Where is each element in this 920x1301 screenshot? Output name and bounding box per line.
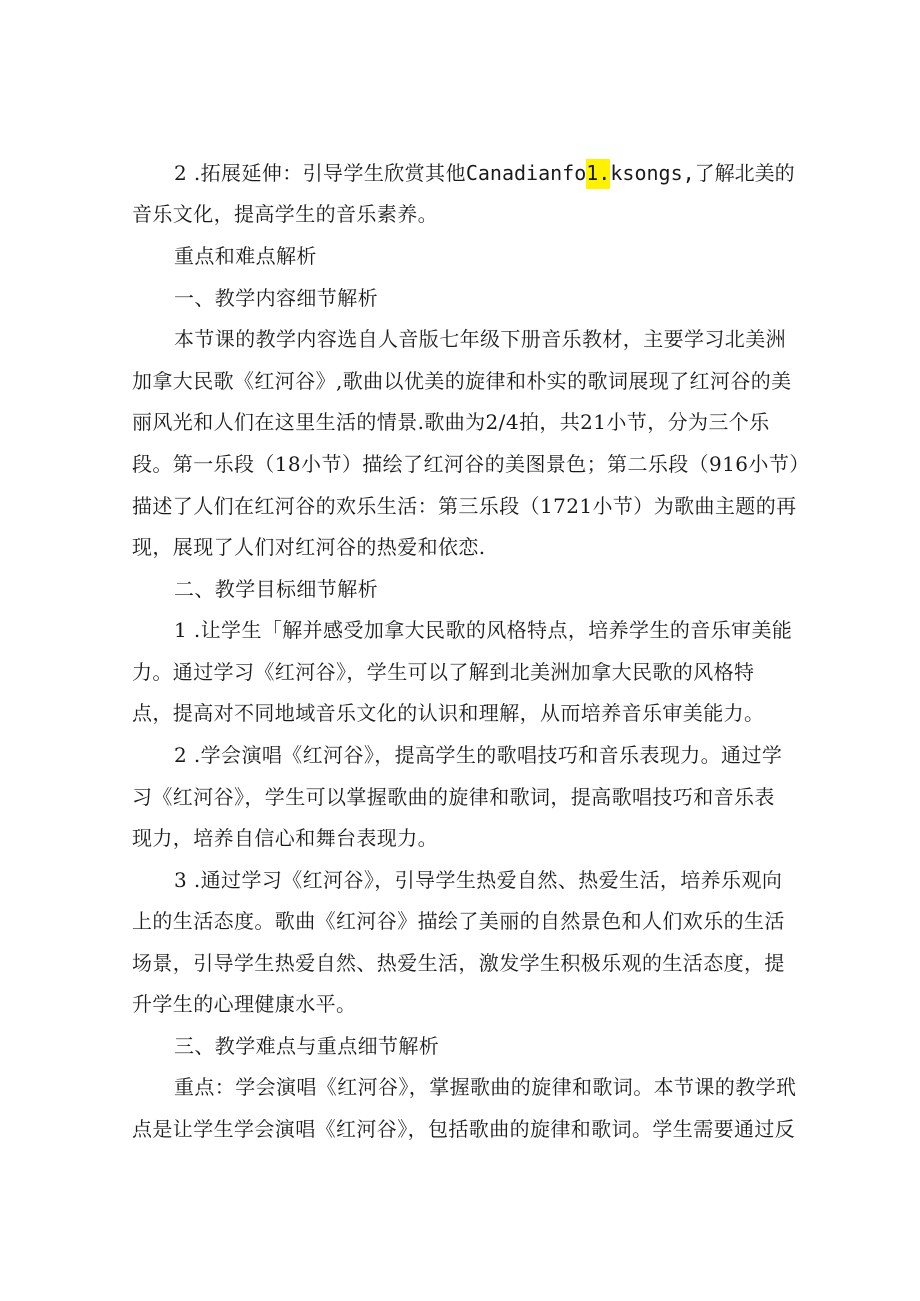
- paragraph-line: 2 .学会演唱《红河谷》，提高学生的歌唱技巧和音乐表现力。通过学: [174, 743, 783, 767]
- paragraph-line: 本节课的教学内容选自人音版七年级下册音乐教材，主要学习北美洲: [174, 327, 786, 351]
- section-heading: 重点和难点解析: [174, 244, 317, 268]
- section-heading: 三、教学难点与重点细节解析: [174, 1034, 440, 1058]
- paragraph-line: 丽风光和人们在这里生活的情景.歌曲为2/4拍，共21小节，分为三个乐: [132, 410, 770, 434]
- paragraph-line: 现力，培养自信心和舞台表现力。: [132, 826, 438, 850]
- section-heading: 二、教学目标细节解析: [174, 577, 378, 601]
- paragraph-line: 习《红河谷》，学生可以掌握歌曲的旋律和歌词，提高歌唱技巧和音乐表: [132, 785, 775, 809]
- line-text: 2 .拓展延伸：引导学生欣赏其他: [174, 161, 466, 185]
- paragraph-line: 点，提高对不同地域音乐文化的认识和理解，从而培养音乐审美能力。: [132, 701, 765, 725]
- paragraph-line: 加拿大民歌《红河谷》,歌曲以优美的旋律和朴实的歌词展现了红河谷的美: [132, 369, 792, 393]
- paragraph-line: 音乐文化，提高学生的音乐素养。: [132, 202, 438, 226]
- paragraph-line: 重点：学会演唱《红河谷》，掌握歌曲的旋律和歌词。本节课的教学玳: [174, 1075, 797, 1099]
- paragraph-line: 段。第一乐段（18小节）描绘了红河谷的美图景色；第二乐段（916小节）: [132, 452, 810, 476]
- paragraph-line: 描述了人们在红河谷的欢乐生活：第三乐段（1721小节）为歌曲主题的再: [132, 494, 797, 518]
- paragraph-line: 现，展现了人们对红河谷的热爱和依恋.: [132, 535, 486, 559]
- paragraph-line: 力。通过学习《红河谷》，学生可以了解到北美洲加拿大民歌的风格特: [132, 660, 755, 684]
- highlighted-text: 1.: [586, 159, 610, 189]
- paragraph-line: 1 .让学生「解并感受加拿大民歌的风格特点，培养学生的音乐审美能: [174, 618, 793, 642]
- paragraph-line: 上的生活态度。歌曲《红河谷》描绘了美丽的自然景色和人们欢乐的生活: [132, 909, 785, 933]
- paragraph-line: 点是让学生学会演唱《红河谷》，包括歌曲的旋律和歌词。学生需要通过反: [132, 1117, 796, 1141]
- paragraph-line: 场景，引导学生热爱自然、热爱生活，激发学生积极乐观的生活态度，提: [132, 951, 785, 975]
- paragraph-line-extension: [174, 160, 795, 186]
- paragraph-line: 升学生的心理健康水平。: [132, 992, 357, 1016]
- section-heading: 一、教学内容细节解析: [174, 286, 378, 310]
- paragraph-line: 3 .通过学习《红河谷》，引导学生热爱自然、热爱生活，培养乐观向: [174, 868, 783, 892]
- latin-text: Canadianfo: [465, 161, 587, 185]
- latin-text-continued: ksongs,了解北美的: [610, 161, 795, 185]
